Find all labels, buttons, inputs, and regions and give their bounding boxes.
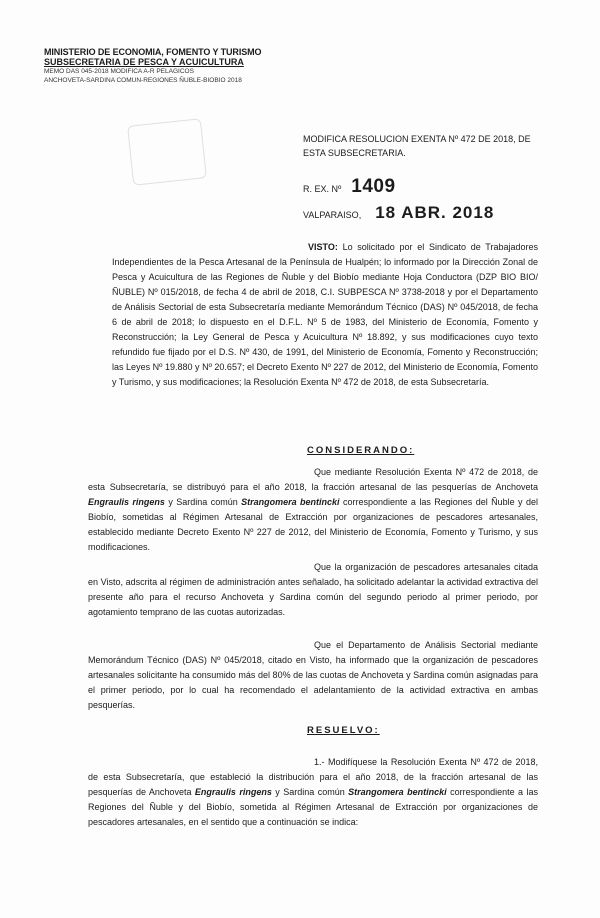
visto-paragraph (112, 240, 538, 390)
considerando-paragraph-3: Que el Departamento de Análisis Sectorial mediante Memorándum Técnico (DAS) Nº 045/2018, citado en Visto, ha informado que la organización de pescadores artesanales solicitante ha consumido más del 80% de las cuotas de Anchoveta y Sardina común asignadas para el primer periodo, por lo cual ha recomendado el adelantamiento de la actividad extractiva en ambas pesquerías. (88, 640, 538, 710)
considerando-paragraph-2: Que la organización de pescadores artesanales citada en Visto, adscrita al régimen de administración antes señalado, ha solicitado adelantar la actividad extractiva del presente año para el recurso Anchoveta y Sardina común del segundo periodo al primer periodo, por agotamiento temprano de las cuotas autorizadas. (88, 562, 538, 617)
species-name-sardina: Strangomera bentincki (348, 787, 447, 797)
resuelvo-1-text-b: y Sardina común (271, 787, 349, 797)
date-place: VALPARAISO, (303, 210, 362, 220)
resolution-number-line (303, 176, 396, 198)
resuelvo-paragraph-1 (88, 755, 538, 830)
subsecretaria-name: SUBSECRETARIA DE PESCA Y ACUICULTURA (44, 57, 244, 67)
resolution-number: 1409 (351, 176, 396, 197)
ministry-name: MINISTERIO DE ECONOMIA, FOMENTO Y TURISMO (44, 47, 262, 57)
considerando-heading: CONSIDERANDO: (307, 445, 415, 456)
considerando-1-text-c: correspondiente a las Regiones del Ñuble y del Biobío, sometidas al Régimen Artesanal de Extracción por organizaciones de pescadores artesanales, establecido mediante Decreto Exento Nº 227 de 2012, del Ministerio de Economía, Fomento y Turismo, y sus modificaciones. (88, 497, 538, 552)
species-name-sardina: Strangomera bentincki (241, 497, 340, 507)
faded-stamp (127, 118, 207, 185)
letterhead (44, 47, 261, 85)
visto-label: VISTO: (308, 242, 338, 252)
resuelvo-1-text-a: 1.- Modifíquese la Resolución Exenta Nº 472 de 2018, de esta Subsecretaría, que estableció la distribución para el año 2018, de la fracción artesanal de las pesquerías de Anchoveta (88, 757, 538, 797)
species-name-anchoveta: Engraulis ringens (194, 787, 272, 797)
resolution-label: R. EX. Nº (303, 184, 342, 194)
considerando-1-text-a: Que mediante Resolución Exenta Nº 472 de 2018, de esta Subsecretaría, se distribuyó para el año 2018, la fracción artesanal de las pesquerías de Anchoveta (88, 467, 538, 492)
visto-text: Lo solicitado por el Sindicato de Trabajadores Independientes de la Pesca Artesanal de la Península de Hualpén; lo informado por la Dirección Zonal de Pesca y Acuicultura de las Regiones de Ñuble y del Biobío mediante Hoja Conductora (DZP BIO BIO/ÑUBLE) Nº 015/2018, de fecha 4 de abril de 2018, C.I. SUBPESCA Nº 3738-2018 y por el Departamento de Análisis Sectorial de esta Subsecretaría mediante Memorándum Técnico (DAS) Nº 045/2018, de fecha 6 de abril de 2018; lo dispuesto en el D.F.L. Nº 5 de 1983, del Ministerio de Economía, Fomento y Reconstrucción; la Ley General de Pesca y Acuicultura Nº 18.892, y sus modificaciones cuyo texto refundido fue fijado por el D.S. Nº 430, de 1991, del Ministerio de Economía, Fomento y Reconstrucción; las Leyes Nº 19.880 y Nº 20.657; el Decreto Exento Nº 227 de 2012, del Ministerio de Economía, Fomento y Turismo, y sus modificaciones; la Resolución Exenta Nº 472 de 2018, de esta Subsecretaría. (112, 242, 538, 387)
date-value: 18 ABR. 2018 (375, 203, 495, 222)
resuelvo-1-text-c: correspondiente a las Regiones del Ñuble y del Biobío, sometida al Régimen Artesanal de Extracción por organizaciones de pescadores artesanales, en el sentido que a continuación se indica: (88, 787, 538, 827)
file-reference: ANCHOVETA-SARDINA COMUN-REGIONES ÑUBLE-BIOBIO 2018 (44, 77, 242, 84)
considerando-1-text-b: y Sardina común (164, 497, 242, 507)
memo-reference: MEMO DAS 045-2018 MODIFICA A-R PELAGICOS (44, 68, 194, 75)
resuelvo-heading: RESUELVO: (307, 725, 380, 736)
document-subject: MODIFICA RESOLUCION EXENTA Nº 472 DE 2018, DE ESTA SUBSECRETARIA. (303, 134, 531, 158)
species-name-anchoveta: Engraulis ringens (88, 497, 165, 507)
considerando-paragraph-1 (88, 465, 538, 555)
date-line (303, 203, 494, 223)
